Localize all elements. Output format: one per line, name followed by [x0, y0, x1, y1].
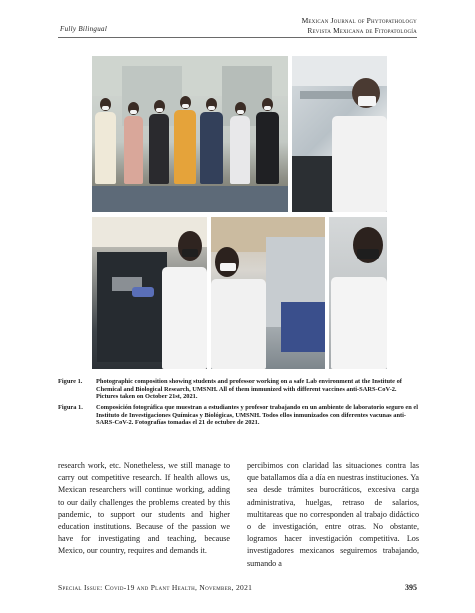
photo-biosafety-cabinet	[92, 217, 207, 369]
body-paragraph-es: percibimos con claridad las situaciones contra las que batallamos día a día en nuestras instituciones. Ya sea desde trámites burocráticos, excesiva carga administrativa, huelgas, retraso de salarios, multitareas que no corresponden al trabajo didáctico o de investigación, entre otras. No obstante, logramos hacer investigación competitiva. Los investigadores mexicanos seguiremos trabajando, sumando a	[247, 461, 419, 568]
figure-label-en: Figure 1.	[58, 378, 83, 385]
body-paragraph-en: research work, etc. Nonetheless, we still manage to carry out competitive research. If health allows us, Mexican researchers will continue working, adding to our daily challenges the problems created by this pandemic, to support our students and higher education institutions. Because of the passion we have for investigating and teaching, because Mexico, our country, requires and demands it.	[58, 461, 230, 556]
running-header-left: Fully Bilingual	[60, 25, 108, 33]
figure-caption-en-text: Photographic composition showing students and professor working on a safe Lab environment at the Institute of Chemical and Biological Research, UMSNH. All of them immunized with different vaccines anti-SARS-CoV-2. Pictures taken on October 21st, 2021.	[96, 378, 402, 401]
header-rule	[58, 37, 417, 38]
photo-student-closeup	[329, 217, 387, 369]
journal-title-en: Mexican Journal of Phytopathology	[301, 16, 417, 25]
photo-lab-instrument	[211, 217, 325, 369]
figure-caption-es	[58, 404, 418, 427]
figure-caption-en	[58, 378, 418, 401]
running-footer: Special Issue: Covid-19 and Plant Health, November, 2021	[58, 583, 253, 592]
figure-caption-es-text: Composición fotográfica que muestran a estudiantes y profesor trabajando en un ambiente de laboratorio seguro en el Instituto de Investigaciones Químicas y Biológicas, UMSNH. Todos ellos inmunizados con diferentes vacunas anti-SARS-CoV-2. Fotografías tomadas el 21 de octubre de 2021.	[96, 404, 419, 427]
body-column-left	[58, 460, 230, 558]
body-column-right	[247, 460, 419, 570]
photo-group-students	[92, 56, 288, 212]
photo-fume-hood	[292, 56, 387, 212]
journal-title-es: Revista Mexicana de Fitopatología	[307, 27, 417, 35]
figure-label-es: Figura 1.	[58, 404, 83, 411]
running-header-right	[302, 16, 417, 36]
page-number: 395	[405, 583, 417, 592]
